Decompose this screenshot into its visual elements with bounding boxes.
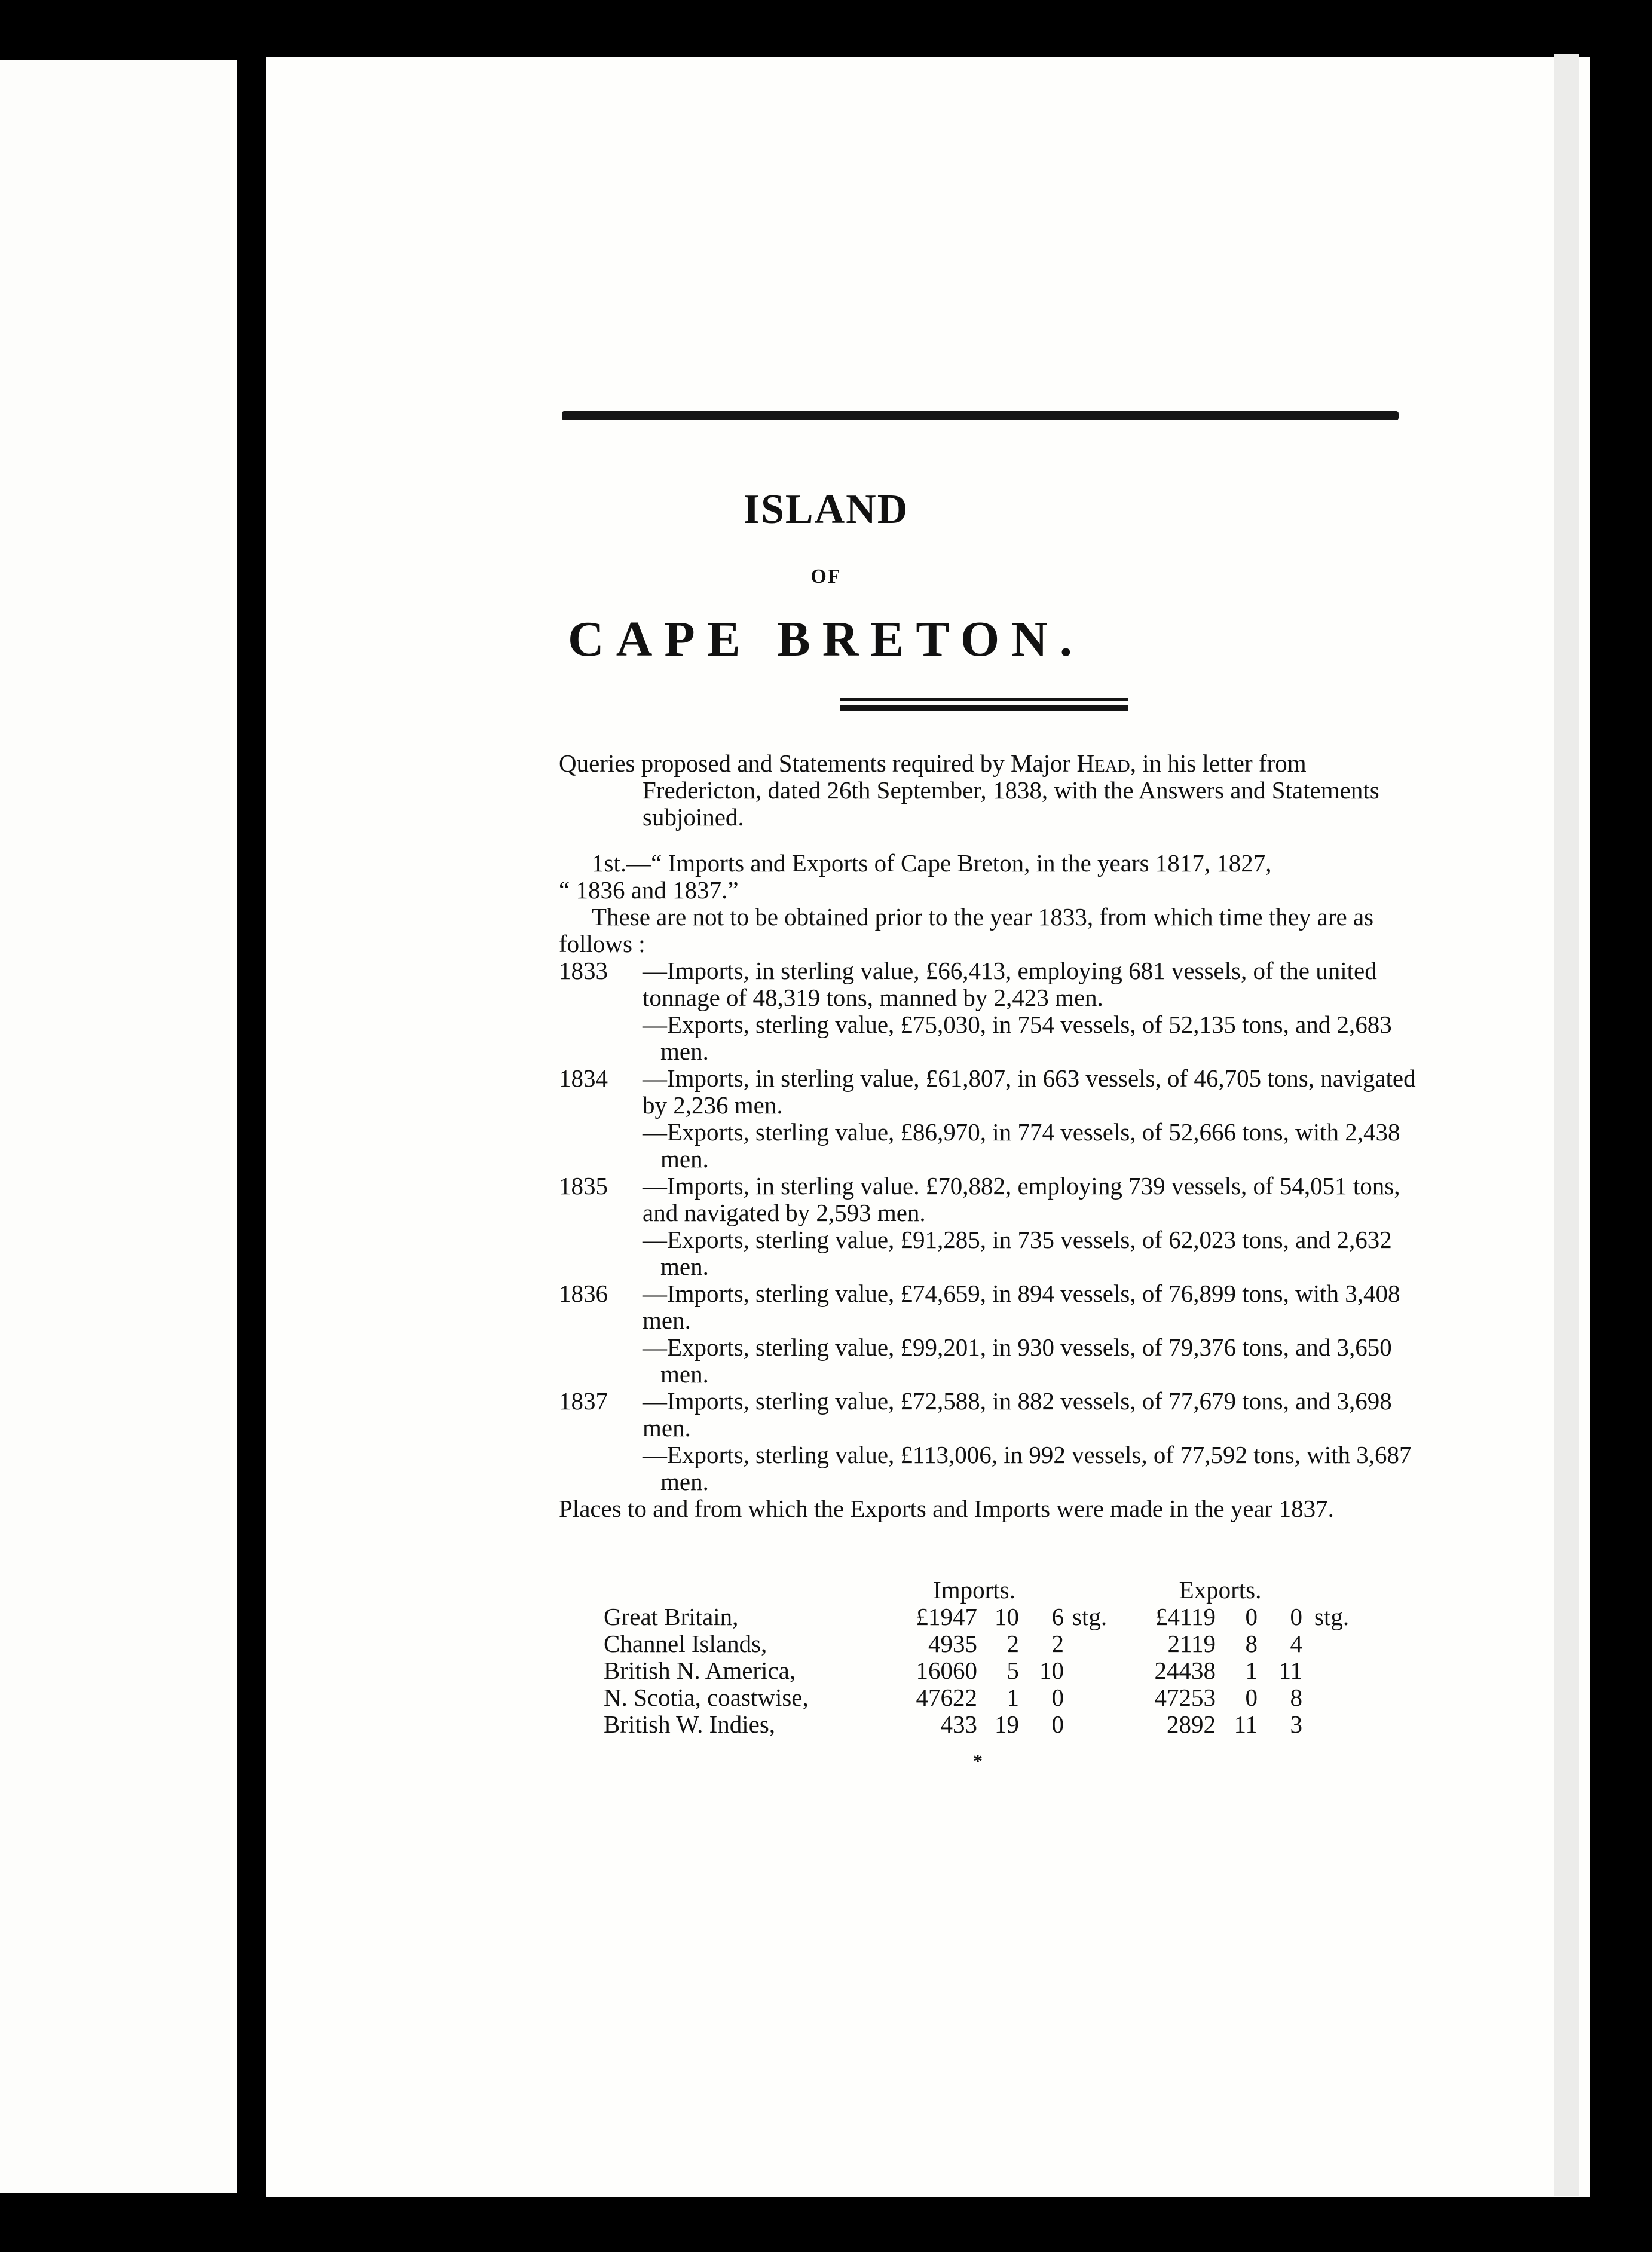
year-label: 1834 [559, 1064, 608, 1092]
place-name: Great Britain, [604, 1603, 739, 1630]
exports-text: —Exports, sterling value, £99,201, in 930 vessels, of 79,376 tons, and 3,650 men. [643, 1333, 1392, 1388]
imports-shillings: 2 [1007, 1630, 1019, 1657]
exports-shillings: 0 [1245, 1603, 1258, 1630]
title-cape-breton: CAPE BRETON. [568, 611, 1084, 667]
trade-table [604, 1577, 1368, 1738]
imports-pence: 2 [1051, 1630, 1064, 1657]
imports-unit [1064, 1711, 1138, 1738]
imports-text: —Imports, sterling value, £72,588, in 882 vessels, of 77,679 tons, and 3,698 men. [643, 1387, 1392, 1442]
imports-unit [1064, 1630, 1138, 1657]
exports-shillings: 0 [1245, 1684, 1258, 1711]
exports-pounds: 2892 [1167, 1711, 1216, 1738]
exports-unit [1302, 1684, 1368, 1711]
year-entry [559, 1065, 1422, 1173]
table-row [604, 1684, 1368, 1711]
imports-shillings: 10 [995, 1603, 1019, 1630]
exports-pounds: 24438 [1154, 1657, 1216, 1684]
imports-pence: 10 [1039, 1657, 1064, 1684]
imports-pounds: 4935 [928, 1630, 977, 1657]
year-entry [559, 1280, 1422, 1388]
imports-header: Imports. [933, 1576, 1015, 1604]
imports-unit: stg. [1072, 1603, 1108, 1630]
year-entry [559, 1388, 1422, 1495]
exports-text: —Exports, sterling value, £113,006, in 992 vessels, of 77,592 tons, with 3,687 men. [643, 1441, 1412, 1495]
year-label: 1836 [559, 1280, 608, 1307]
exports-pence: 4 [1290, 1630, 1302, 1657]
exports-pence: 0 [1290, 1603, 1302, 1630]
imports-unit [1064, 1657, 1138, 1684]
exports-shillings: 11 [1234, 1711, 1258, 1738]
imports-pounds: 47622 [916, 1684, 977, 1711]
exports-pounds: 2119 [1167, 1630, 1216, 1657]
imports-pounds: 433 [940, 1711, 977, 1738]
double-rule [840, 698, 1128, 712]
exports-unit [1302, 1630, 1368, 1657]
imports-text: —Imports, in sterling value, £61,807, in 663 vessels, of 46,705 tons, navigated by 2,236 men. [643, 1064, 1416, 1119]
place-name: British N. America, [604, 1657, 796, 1684]
title-island: ISLAND [743, 486, 909, 533]
exports-pounds: 47253 [1154, 1684, 1216, 1711]
title-of: OF [810, 565, 842, 588]
query-1-line-2: “ 1836 and 1837.” [559, 876, 739, 904]
trade-table-header [604, 1577, 1368, 1604]
signature-mark: * [973, 1750, 983, 1771]
exports-shillings: 1 [1245, 1657, 1258, 1684]
year-label: 1837 [559, 1387, 608, 1415]
year-entry [559, 957, 1422, 1065]
imports-pence: 0 [1051, 1684, 1064, 1711]
imports-shillings: 5 [1007, 1657, 1019, 1684]
year-label: 1835 [559, 1172, 608, 1200]
page-edge [1554, 54, 1579, 2196]
year-label: 1833 [559, 957, 608, 984]
imports-text: —Imports, in sterling value, £66,413, employing 681 vessels, of the united tonnage of 48,319 tons, manned by 2,423 men. [643, 957, 1377, 1011]
exports-text: —Exports, sterling value, £91,285, in 735 vessels, of 62,023 tons, and 2,632 men. [643, 1226, 1392, 1280]
intro-paragraph: Queries proposed and Statements required by Major Head, in his letter from Fredericton, dated 26th September, 1838, with the Answers and Statements subjoined. [559, 749, 1379, 831]
query-1-answer: These are not to be obtained prior to the year 1833, from which time they are as follows : [559, 903, 1374, 957]
table-row [604, 1711, 1368, 1738]
imports-pence: 0 [1051, 1711, 1064, 1738]
imports-shillings: 19 [995, 1711, 1019, 1738]
exports-unit: stg. [1314, 1603, 1350, 1630]
exports-pounds: £4119 [1155, 1603, 1216, 1630]
imports-pounds: £1947 [916, 1603, 977, 1630]
exports-pence: 8 [1290, 1684, 1302, 1711]
exports-text: —Exports, sterling value, £75,030, in 754 vessels, of 52,135 tons, and 2,683 men. [643, 1011, 1392, 1065]
imports-unit [1064, 1684, 1138, 1711]
facing-blank-page [0, 60, 237, 2193]
body-text [559, 750, 1422, 1522]
place-name: N. Scotia, coastwise, [604, 1684, 809, 1711]
exports-pence: 3 [1290, 1711, 1302, 1738]
top-rule [562, 411, 1399, 420]
places-intro: Places to and from which the Exports and Imports were made in the year 1837. [559, 1495, 1334, 1522]
query-1-line-1: 1st.—“ Imports and Exports of Cape Breton, in the years 1817, 1827, [592, 849, 1272, 877]
table-row [604, 1604, 1368, 1630]
exports-text: —Exports, sterling value, £86,970, in 774 vessels, of 52,666 tons, with 2,438 men. [643, 1118, 1400, 1173]
exports-shillings: 8 [1245, 1630, 1258, 1657]
imports-pence: 6 [1051, 1603, 1064, 1630]
place-name: Channel Islands, [604, 1630, 767, 1657]
imports-shillings: 1 [1007, 1684, 1019, 1711]
exports-unit [1302, 1711, 1368, 1738]
exports-pence: 11 [1278, 1657, 1302, 1684]
imports-text: —Imports, in sterling value. £70,882, employing 739 vessels, of 54,051 tons, and navigated by 2,593 men. [643, 1172, 1400, 1226]
table-row [604, 1630, 1368, 1657]
major-name: Head [1076, 749, 1130, 777]
exports-unit [1302, 1657, 1368, 1684]
table-row [604, 1657, 1368, 1684]
imports-pounds: 16060 [916, 1657, 977, 1684]
place-name: British W. Indies, [604, 1711, 776, 1738]
year-entry [559, 1173, 1422, 1280]
imports-text: —Imports, sterling value, £74,659, in 894 vessels, of 76,899 tons, with 3,408 men. [643, 1280, 1400, 1334]
exports-header: Exports. [1179, 1576, 1262, 1604]
